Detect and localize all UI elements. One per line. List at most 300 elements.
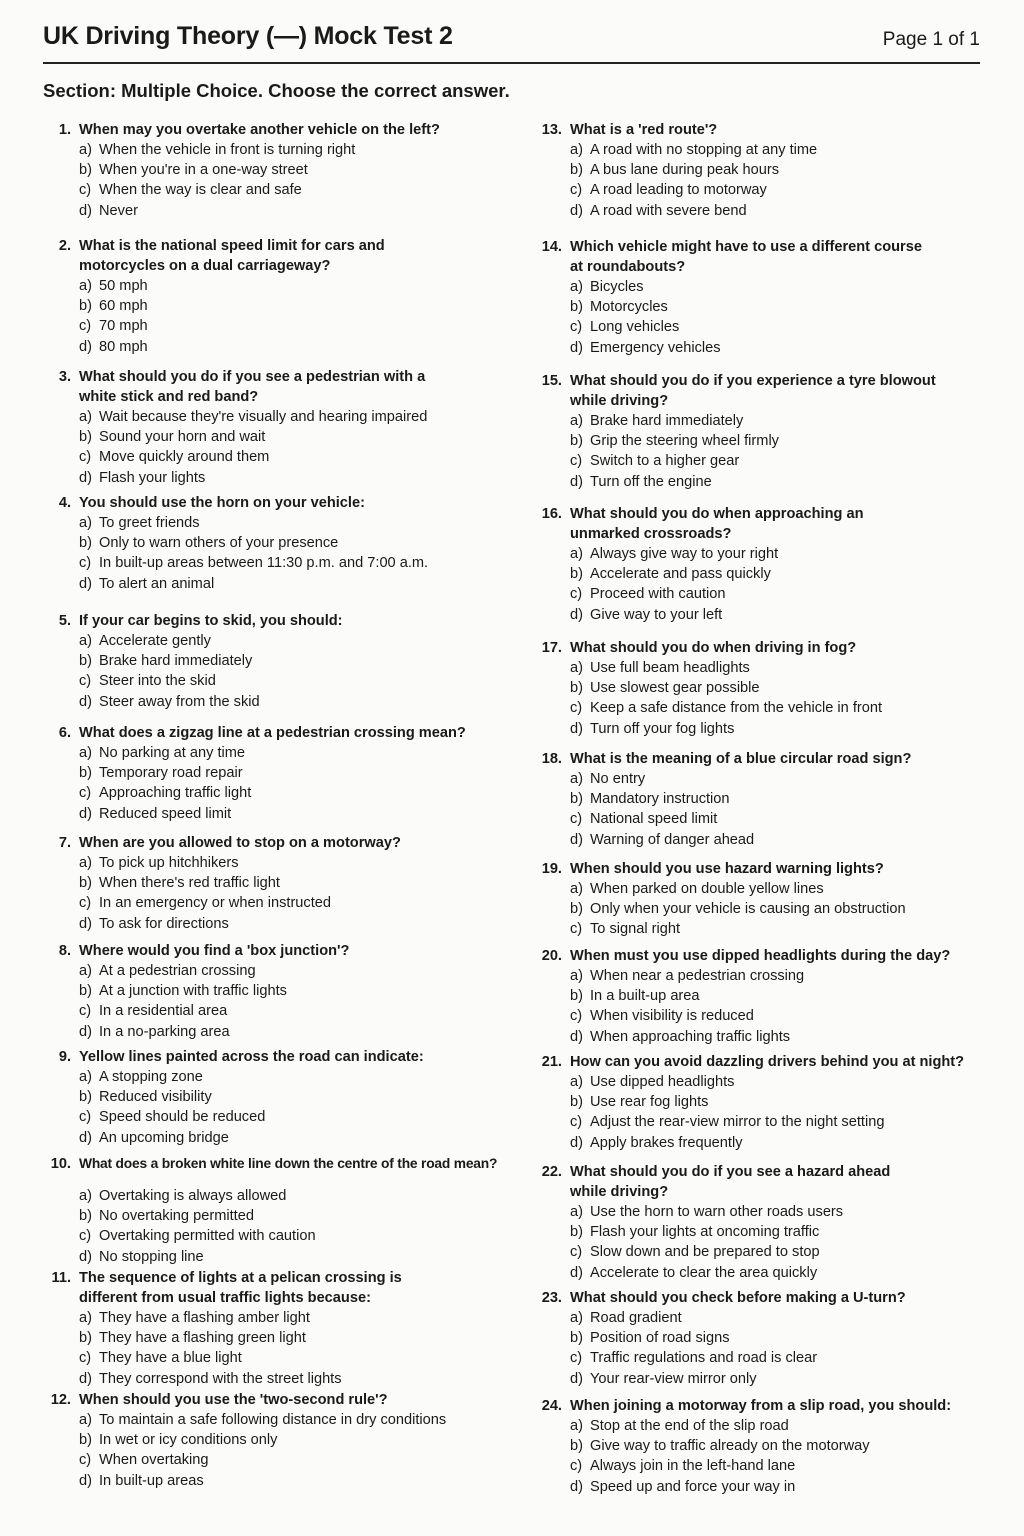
- answer-option[interactable]: [570, 1436, 1004, 1456]
- question-text: unmarked crossroads?: [570, 526, 732, 542]
- answer-option[interactable]: [570, 1133, 1004, 1153]
- question-number: 11.: [51, 1270, 71, 1286]
- option-letter: a): [79, 745, 92, 761]
- question-number: 7.: [58, 835, 71, 851]
- option-letter: d): [79, 338, 92, 355]
- question-text: What is the national speed limit for cars and: [79, 238, 385, 254]
- option-text: Reduced speed limit: [99, 805, 232, 822]
- answer-option[interactable]: [570, 338, 1004, 358]
- option-letter: b): [570, 162, 583, 179]
- answer-option[interactable]: [79, 160, 513, 180]
- option-letter: d): [570, 1370, 583, 1387]
- question-13: [534, 120, 1004, 221]
- answer-option[interactable]: [570, 472, 1004, 492]
- option-text: Overtaking is always allowed: [99, 1188, 287, 1204]
- answer-option[interactable]: [570, 719, 1004, 739]
- answer-option[interactable]: [79, 961, 513, 981]
- answer-option[interactable]: [79, 1450, 513, 1470]
- option-letter: b): [79, 1330, 92, 1347]
- answer-option[interactable]: [570, 698, 1004, 718]
- question-number: 8.: [58, 943, 71, 959]
- question-number: 18.: [541, 751, 562, 767]
- answer-option[interactable]: [570, 919, 1004, 939]
- question-text: motorcycles on a dual carriageway?: [79, 258, 331, 274]
- question-6: [43, 723, 513, 824]
- answer-option[interactable]: [570, 809, 1004, 829]
- answer-option[interactable]: [570, 789, 1004, 809]
- option-letter: b): [570, 1438, 583, 1455]
- option-letter: a): [570, 279, 583, 295]
- answer-option[interactable]: [79, 893, 513, 913]
- answer-option[interactable]: [570, 451, 1004, 471]
- question-14: [534, 237, 1004, 358]
- question-text: When should you use hazard warning lights?: [570, 861, 884, 877]
- question-heading: [534, 638, 1004, 658]
- option-letter: b): [79, 653, 92, 670]
- option-letter: b): [570, 566, 583, 583]
- answer-option[interactable]: [570, 201, 1004, 221]
- answer-option[interactable]: [79, 743, 513, 763]
- question-heading: [534, 120, 1004, 140]
- option-text: Apply brakes frequently: [590, 1134, 743, 1151]
- option-text: Accelerate and pass quickly: [590, 566, 771, 583]
- answer-option[interactable]: [570, 966, 1004, 986]
- answer-option[interactable]: [79, 316, 513, 336]
- option-text: An upcoming bridge: [99, 1129, 229, 1146]
- option-letter: c): [79, 318, 92, 335]
- question-heading: [534, 371, 1004, 411]
- answer-option[interactable]: [79, 201, 513, 221]
- question-number: 5.: [58, 613, 71, 629]
- option-letter: a): [570, 1418, 583, 1434]
- question-text: while driving?: [570, 1184, 669, 1200]
- option-text: No parking at any time: [99, 745, 246, 761]
- answer-option[interactable]: [570, 1027, 1004, 1047]
- question-heading: [43, 941, 513, 961]
- answer-options: [534, 658, 1004, 739]
- option-letter: d): [570, 606, 583, 623]
- option-text: To maintain a safe following distance in dry conditions: [99, 1412, 447, 1428]
- answer-option[interactable]: [570, 769, 1004, 789]
- option-text: Accelerate gently: [99, 633, 211, 649]
- option-text: Switch to a higher gear: [590, 453, 740, 470]
- answer-option[interactable]: [79, 853, 513, 873]
- answer-options: [534, 277, 1004, 358]
- answer-option[interactable]: [570, 1242, 1004, 1262]
- answer-options: [43, 1410, 513, 1491]
- question-text: What does a broken white line down the centre of the road mean?: [79, 1156, 498, 1171]
- answer-option[interactable]: [570, 986, 1004, 1006]
- option-text: To alert an animal: [99, 575, 215, 592]
- answer-option[interactable]: [570, 605, 1004, 625]
- answer-option[interactable]: [570, 879, 1004, 899]
- option-letter: b): [79, 429, 92, 446]
- answer-option[interactable]: [79, 468, 513, 488]
- question-text: different from usual traffic lights because:: [79, 1290, 371, 1306]
- question-20: [534, 946, 1004, 1047]
- option-text: Mandatory instruction: [590, 791, 730, 808]
- answer-option[interactable]: [570, 140, 1004, 160]
- answer-option[interactable]: [79, 1067, 513, 1087]
- option-text: Use the horn to warn other roads users: [590, 1204, 844, 1220]
- option-text: Steer away from the skid: [99, 693, 260, 710]
- answer-options: [43, 1067, 513, 1148]
- option-letter: b): [79, 1208, 92, 1225]
- question-text: What should you do if you see a hazard ahead: [570, 1164, 891, 1180]
- option-letter: c): [570, 453, 583, 470]
- option-letter: d): [79, 575, 92, 592]
- option-text: Only to warn others of your presence: [99, 535, 339, 552]
- option-letter: c): [79, 182, 92, 199]
- question-text: If your car begins to skid, you should:: [79, 613, 343, 629]
- answer-options: [534, 1072, 1004, 1153]
- question-5: [43, 611, 513, 712]
- answer-option[interactable]: [570, 658, 1004, 678]
- option-text: To greet friends: [99, 515, 200, 531]
- option-letter: b): [79, 298, 92, 315]
- option-text: 50 mph: [99, 278, 148, 294]
- option-text: No stopping line: [99, 1248, 204, 1265]
- answer-option[interactable]: [570, 277, 1004, 297]
- answer-option[interactable]: [79, 763, 513, 783]
- question-heading: [534, 1052, 1004, 1072]
- option-letter: a): [570, 1204, 583, 1220]
- option-letter: b): [79, 983, 92, 1000]
- answer-option[interactable]: [79, 1226, 513, 1246]
- question-text: What should you do if you experience a tyre blowout: [570, 373, 936, 389]
- option-letter: c): [570, 1458, 583, 1475]
- option-text: Steer into the skid: [99, 673, 216, 690]
- question-11: [43, 1268, 513, 1389]
- option-text: When near a pedestrian crossing: [590, 968, 805, 984]
- answer-option[interactable]: [79, 651, 513, 671]
- option-text: They have a flashing green light: [99, 1330, 306, 1347]
- answer-option[interactable]: [79, 1107, 513, 1127]
- option-letter: a): [570, 968, 583, 984]
- option-text: Position of road signs: [590, 1330, 730, 1347]
- option-letter: a): [79, 963, 92, 979]
- answer-option[interactable]: [79, 1186, 513, 1206]
- option-text: In a residential area: [99, 1003, 228, 1020]
- answer-option[interactable]: [79, 873, 513, 893]
- answer-option[interactable]: [79, 1247, 513, 1267]
- answer-options: [43, 276, 513, 357]
- option-letter: b): [570, 680, 583, 697]
- answer-options: [534, 1202, 1004, 1283]
- option-letter: c): [79, 1452, 92, 1469]
- option-letter: a): [570, 413, 583, 429]
- question-heading: [43, 1390, 513, 1410]
- option-letter: d): [570, 473, 583, 490]
- question-heading: [43, 367, 513, 407]
- answer-option[interactable]: [79, 1410, 513, 1430]
- answer-option[interactable]: [79, 804, 513, 824]
- option-text: When there's red traffic light: [99, 875, 280, 892]
- option-text: To pick up hitchhikers: [99, 855, 239, 871]
- answer-option[interactable]: [79, 1206, 513, 1226]
- answer-option[interactable]: [570, 431, 1004, 451]
- question-text: When are you allowed to stop on a motorway?: [79, 835, 401, 851]
- question-number: 12.: [50, 1392, 71, 1408]
- option-text: A road leading to motorway: [590, 182, 767, 199]
- option-text: Brake hard immediately: [99, 653, 253, 670]
- question-15: [534, 371, 1004, 492]
- answer-option[interactable]: [570, 678, 1004, 698]
- answer-option[interactable]: [79, 1471, 513, 1491]
- answer-option[interactable]: [570, 1092, 1004, 1112]
- option-letter: c): [570, 700, 583, 717]
- question-10: [43, 1154, 513, 1267]
- option-letter: a): [570, 1310, 583, 1326]
- option-letter: d): [79, 202, 92, 219]
- answer-option[interactable]: [79, 1087, 513, 1107]
- answer-option[interactable]: [79, 671, 513, 691]
- answer-option[interactable]: [79, 1128, 513, 1148]
- question-heading: [534, 946, 1004, 966]
- option-text: Only when your vehicle is causing an obstruction: [590, 901, 906, 918]
- question-number: 13.: [541, 122, 562, 138]
- question-22: [534, 1162, 1004, 1283]
- question-text: You should use the horn on your vehicle:: [79, 495, 365, 511]
- option-text: No overtaking permitted: [99, 1208, 254, 1225]
- answer-options: [534, 1308, 1004, 1389]
- option-letter: b): [570, 1224, 583, 1241]
- question-heading: [43, 723, 513, 743]
- question-18: [534, 749, 1004, 850]
- answer-option[interactable]: [79, 1348, 513, 1368]
- answer-option[interactable]: [570, 830, 1004, 850]
- answer-option[interactable]: [79, 1022, 513, 1042]
- option-letter: c): [570, 1114, 583, 1131]
- option-letter: d): [79, 1370, 92, 1387]
- question-number: 9.: [58, 1049, 71, 1065]
- question-text: When must you use dipped headlights during the day?: [570, 948, 951, 964]
- answer-option[interactable]: [79, 1430, 513, 1450]
- option-text: In an emergency or when instructed: [99, 895, 332, 912]
- answer-option[interactable]: [79, 533, 513, 553]
- question-7: [43, 833, 513, 934]
- answer-option[interactable]: [570, 1477, 1004, 1497]
- option-text: When overtaking: [99, 1452, 209, 1469]
- option-text: Keep a safe distance from the vehicle in front: [590, 700, 883, 717]
- question-text: while driving?: [570, 393, 669, 409]
- option-text: Overtaking permitted with caution: [99, 1228, 316, 1245]
- option-letter: d): [79, 1129, 92, 1146]
- option-text: Give way to traffic already on the motorway: [590, 1438, 870, 1455]
- question-text: What should you do when approaching an: [570, 506, 864, 522]
- option-letter: b): [570, 988, 583, 1005]
- answer-option[interactable]: [79, 407, 513, 427]
- answer-option[interactable]: [570, 180, 1004, 200]
- answer-option[interactable]: [79, 337, 513, 357]
- answer-options: [43, 407, 513, 488]
- question-text: What should you do if you see a pedestrian with a: [79, 369, 426, 385]
- answer-option[interactable]: [570, 584, 1004, 604]
- option-text: To ask for directions: [99, 915, 229, 932]
- question-12: [43, 1390, 513, 1491]
- answer-options: [43, 513, 513, 594]
- option-text: Use slowest gear possible: [590, 680, 760, 697]
- option-text: Wait because they're visually and hearing impaired: [99, 409, 428, 425]
- answer-option[interactable]: [79, 513, 513, 533]
- answer-option[interactable]: [570, 1369, 1004, 1389]
- option-text: Flash your lights at oncoming traffic: [590, 1224, 820, 1241]
- option-letter: d): [570, 1134, 583, 1151]
- answer-option[interactable]: [570, 1328, 1004, 1348]
- option-letter: c): [79, 449, 92, 466]
- question-4: [43, 493, 513, 594]
- answer-options: [43, 1308, 513, 1389]
- question-number: 14.: [541, 239, 562, 255]
- option-letter: a): [570, 546, 583, 562]
- answer-option[interactable]: [570, 1308, 1004, 1328]
- page-header: [43, 22, 980, 64]
- answer-option[interactable]: [570, 411, 1004, 431]
- answer-option[interactable]: [79, 427, 513, 447]
- option-letter: b): [570, 901, 583, 918]
- answer-options: [43, 853, 513, 934]
- question-9: [43, 1047, 513, 1148]
- option-letter: b): [79, 535, 92, 552]
- answer-option[interactable]: [79, 783, 513, 803]
- answer-option[interactable]: [79, 631, 513, 651]
- question-text: When should you use the 'two-second rule'?: [79, 1392, 388, 1408]
- option-letter: b): [570, 299, 583, 316]
- option-text: At a pedestrian crossing: [99, 963, 256, 979]
- question-number: 2.: [58, 238, 71, 254]
- option-text: Use dipped headlights: [590, 1074, 735, 1090]
- answer-option[interactable]: [570, 1416, 1004, 1436]
- option-letter: d): [570, 1264, 583, 1281]
- option-letter: c): [570, 1244, 583, 1261]
- option-letter: d): [570, 720, 583, 737]
- option-letter: a): [79, 855, 92, 871]
- answer-option[interactable]: [570, 160, 1004, 180]
- question-number: 3.: [58, 369, 71, 385]
- option-text: Your rear-view mirror only: [590, 1370, 757, 1387]
- option-text: To signal right: [590, 921, 681, 938]
- answer-option[interactable]: [570, 1456, 1004, 1476]
- option-text: Reduced visibility: [99, 1089, 212, 1106]
- answer-option[interactable]: [570, 1263, 1004, 1283]
- option-text: A stopping zone: [99, 1069, 203, 1085]
- answer-option[interactable]: [570, 544, 1004, 564]
- answer-option[interactable]: [570, 297, 1004, 317]
- question-number: 15.: [541, 373, 562, 389]
- answer-option[interactable]: [79, 1328, 513, 1348]
- answer-option[interactable]: [79, 276, 513, 296]
- answer-option[interactable]: [79, 180, 513, 200]
- option-text: Move quickly around them: [99, 449, 270, 466]
- option-letter: d): [570, 1028, 583, 1045]
- answer-options: [534, 769, 1004, 850]
- answer-option[interactable]: [79, 692, 513, 712]
- question-text: The sequence of lights at a pelican crossing is: [79, 1270, 402, 1286]
- option-text: 70 mph: [99, 318, 148, 335]
- option-text: In a built-up area: [590, 988, 700, 1005]
- option-letter: c): [79, 673, 92, 690]
- answer-option[interactable]: [79, 296, 513, 316]
- answer-options: [534, 879, 1004, 940]
- option-text: Speed should be reduced: [99, 1109, 266, 1126]
- option-letter: c): [570, 1008, 583, 1025]
- answer-option[interactable]: [79, 140, 513, 160]
- answer-option[interactable]: [79, 1308, 513, 1328]
- answer-option[interactable]: [570, 1348, 1004, 1368]
- option-text: A road with severe bend: [590, 202, 747, 219]
- option-text: Stop at the end of the slip road: [590, 1418, 789, 1434]
- section-title: Section: Multiple Choice. Choose the correct answer.: [43, 80, 510, 101]
- option-letter: d): [570, 202, 583, 219]
- option-text: 60 mph: [99, 298, 148, 315]
- answer-option[interactable]: [79, 1369, 513, 1389]
- option-text: Use full beam headlights: [590, 660, 750, 676]
- question-heading: [43, 1154, 513, 1174]
- option-text: A bus lane during peak hours: [590, 162, 780, 179]
- option-letter: d): [79, 693, 92, 710]
- option-text: Grip the steering wheel firmly: [590, 433, 779, 450]
- option-text: Proceed with caution: [590, 586, 726, 603]
- question-number: 19.: [541, 861, 562, 877]
- question-number: 16.: [541, 506, 562, 522]
- answer-option[interactable]: [570, 1112, 1004, 1132]
- option-text: 80 mph: [99, 338, 148, 355]
- answer-option[interactable]: [79, 553, 513, 573]
- option-letter: b): [570, 1330, 583, 1347]
- answer-options: [534, 966, 1004, 1047]
- page-title: UK Driving Theory (—) Mock Test 2: [43, 22, 453, 50]
- option-text: Road gradient: [590, 1310, 682, 1326]
- option-text: When approaching traffic lights: [590, 1028, 791, 1045]
- option-text: Bicycles: [590, 279, 644, 295]
- question-8: [43, 941, 513, 1042]
- answer-option[interactable]: [79, 914, 513, 934]
- answer-option[interactable]: [79, 574, 513, 594]
- question-24: [534, 1396, 1004, 1497]
- answer-option[interactable]: [570, 899, 1004, 919]
- answer-option[interactable]: [570, 564, 1004, 584]
- answer-option[interactable]: [79, 981, 513, 1001]
- page-indicator: Page 1 of 1: [882, 29, 980, 50]
- option-text: Speed up and force your way in: [590, 1478, 796, 1495]
- answer-option[interactable]: [79, 1001, 513, 1021]
- answer-option[interactable]: [570, 1222, 1004, 1242]
- option-letter: a): [79, 1188, 92, 1204]
- answer-option[interactable]: [570, 317, 1004, 337]
- option-letter: c): [79, 1109, 92, 1126]
- question-heading: [534, 237, 1004, 277]
- answer-option[interactable]: [570, 1006, 1004, 1026]
- option-text: Flash your lights: [99, 469, 206, 486]
- option-text: National speed limit: [590, 811, 718, 828]
- option-text: Use rear fog lights: [590, 1094, 709, 1111]
- option-text: Traffic regulations and road is clear: [590, 1350, 818, 1367]
- option-text: At a junction with traffic lights: [99, 983, 287, 1000]
- answer-options: [43, 140, 513, 221]
- option-text: Brake hard immediately: [590, 413, 744, 429]
- question-17: [534, 638, 1004, 739]
- option-letter: b): [79, 1089, 92, 1106]
- answer-option[interactable]: [79, 447, 513, 467]
- option-letter: a): [79, 515, 92, 531]
- question-number: 1.: [58, 122, 71, 138]
- answer-option[interactable]: [570, 1072, 1004, 1092]
- option-letter: a): [79, 1412, 92, 1428]
- option-letter: c): [570, 811, 583, 828]
- question-number: 23.: [541, 1290, 562, 1306]
- answer-option[interactable]: [570, 1202, 1004, 1222]
- question-text: white stick and red band?: [79, 389, 259, 405]
